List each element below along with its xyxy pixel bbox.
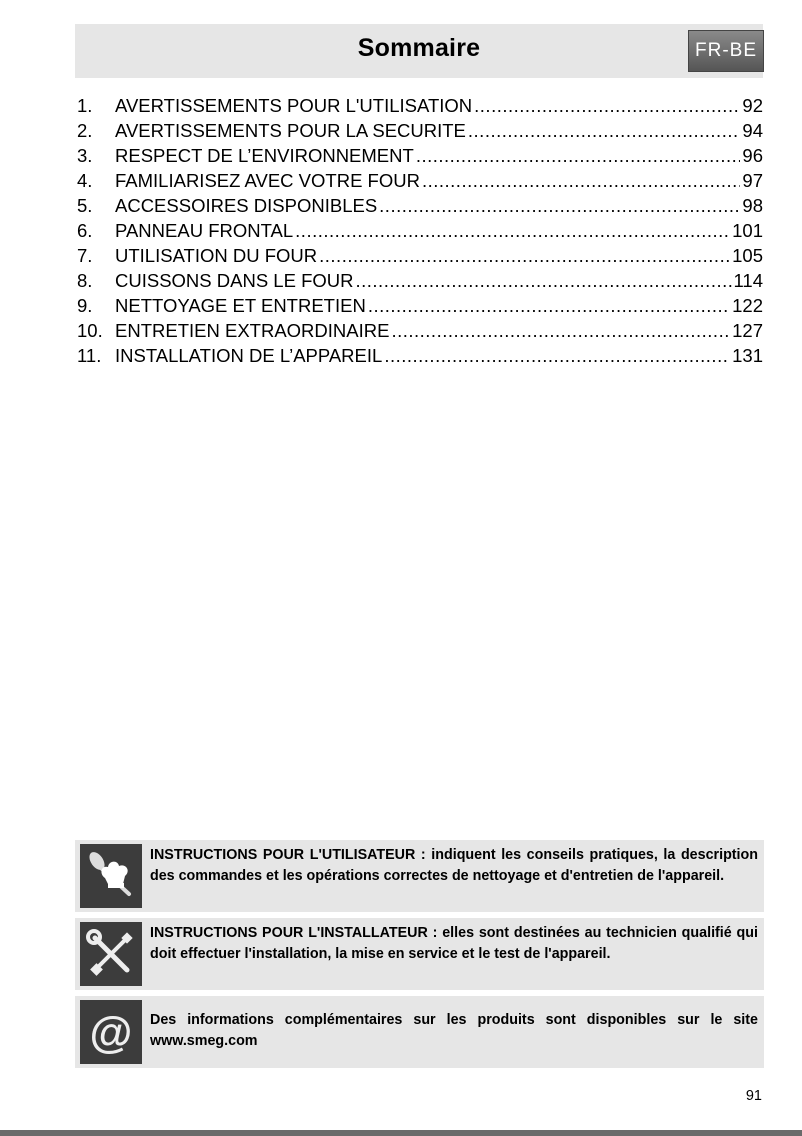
toc-leader [416, 145, 741, 167]
toc-number: 1. [77, 95, 93, 116]
toc-title: INSTALLATION DE L’APPAREIL [115, 345, 383, 366]
toc-title: NETTOYAGE ET ENTRETIEN [115, 295, 366, 316]
toc-leader [368, 295, 730, 317]
toc-number: 2. [77, 120, 93, 141]
toc-title: UTILISATION DU FOUR [115, 245, 318, 266]
toc-page: 97 [742, 170, 763, 191]
toc-number: 7. [77, 245, 93, 266]
toc-page: 122 [732, 295, 763, 316]
page-title: Sommaire [357, 34, 481, 62]
toc-item-7[interactable] [77, 245, 763, 270]
web-info-text: Des informations complémentaires sur les produits sont disponibles sur le site www.smeg.com [150, 1012, 758, 1049]
toc-leader [468, 120, 741, 142]
toc-item-10[interactable] [77, 320, 763, 345]
toc-item-11[interactable] [77, 345, 763, 370]
toc-number: 6. [77, 220, 93, 241]
installer-instructions-box [75, 918, 764, 990]
toc-item-4[interactable] [77, 170, 763, 195]
web-info-box [75, 996, 764, 1068]
toc-page: 105 [732, 245, 763, 266]
toc-title: AVERTISSEMENTS POUR LA SECURITE [115, 120, 466, 141]
toc-page: 131 [732, 345, 763, 366]
toc-number: 11. [77, 345, 102, 366]
wrench-screwdriver-icon [80, 922, 142, 986]
toc-item-3[interactable] [77, 145, 763, 170]
toc-title: ENTRETIEN EXTRAORDINAIRE [115, 320, 390, 341]
toc-leader [391, 320, 730, 342]
toc-title: ACCESSOIRES DISPONIBLES [115, 195, 378, 216]
language-badge: FR-BE [688, 30, 764, 72]
toc-leader [319, 245, 730, 267]
toc-item-9[interactable] [77, 295, 763, 320]
toc-number: 4. [77, 170, 93, 191]
toc-page: 98 [742, 195, 763, 216]
toc-number: 3. [77, 145, 93, 166]
toc-page: 96 [742, 145, 763, 166]
toc-item-2[interactable] [77, 120, 763, 145]
toc-leader [379, 195, 740, 217]
toc-page: 127 [732, 320, 763, 341]
toc-item-8[interactable] [77, 270, 763, 295]
toc-page: 92 [742, 95, 763, 116]
table-of-contents [77, 95, 763, 370]
toc-leader [356, 270, 732, 292]
toc-item-6[interactable] [77, 220, 763, 245]
toc-page: 94 [742, 120, 763, 141]
user-instructions-box [75, 840, 764, 912]
bottom-divider [0, 1130, 802, 1136]
toc-leader [384, 345, 730, 367]
toc-title: PANNEAU FRONTAL [115, 220, 294, 241]
toc-number: 5. [77, 195, 93, 216]
toc-leader [474, 95, 740, 117]
toc-number: 8. [77, 270, 93, 291]
header-bar [75, 24, 763, 78]
toc-number: 10. [77, 320, 103, 341]
toc-leader [295, 220, 730, 242]
toc-title: RESPECT DE L’ENVIRONNEMENT [115, 145, 414, 166]
page-number: 91 [745, 1088, 762, 1104]
toc-title: FAMILIARISEZ AVEC VOTRE FOUR [115, 170, 420, 191]
toc-item-5[interactable] [77, 195, 763, 220]
at-sign-icon [80, 1000, 142, 1064]
toc-title: CUISSONS DANS LE FOUR [115, 270, 354, 291]
toc-page: 101 [732, 220, 763, 241]
user-instructions-text: INSTRUCTIONS POUR L'UTILISATEUR : indiquent les conseils pratiques, la description des commandes et les opérations correctes de nettoyage et d'entretien de l'appareil. [150, 847, 758, 884]
svg-text:@: @ [89, 1008, 133, 1057]
installer-instructions-text: INSTRUCTIONS POUR L'INSTALLATEUR : elles sont destinées au technicien qualifié qui doit effectuer l'installation, la mise en service et le test de l'appareil. [150, 925, 758, 962]
toc-number: 9. [77, 295, 93, 316]
toc-title: AVERTISSEMENTS POUR L'UTILISATION [115, 95, 473, 116]
toc-page: 114 [733, 270, 763, 291]
chef-hat-spoon-icon [80, 844, 142, 908]
toc-leader [422, 170, 740, 192]
toc-item-1[interactable] [77, 95, 763, 120]
